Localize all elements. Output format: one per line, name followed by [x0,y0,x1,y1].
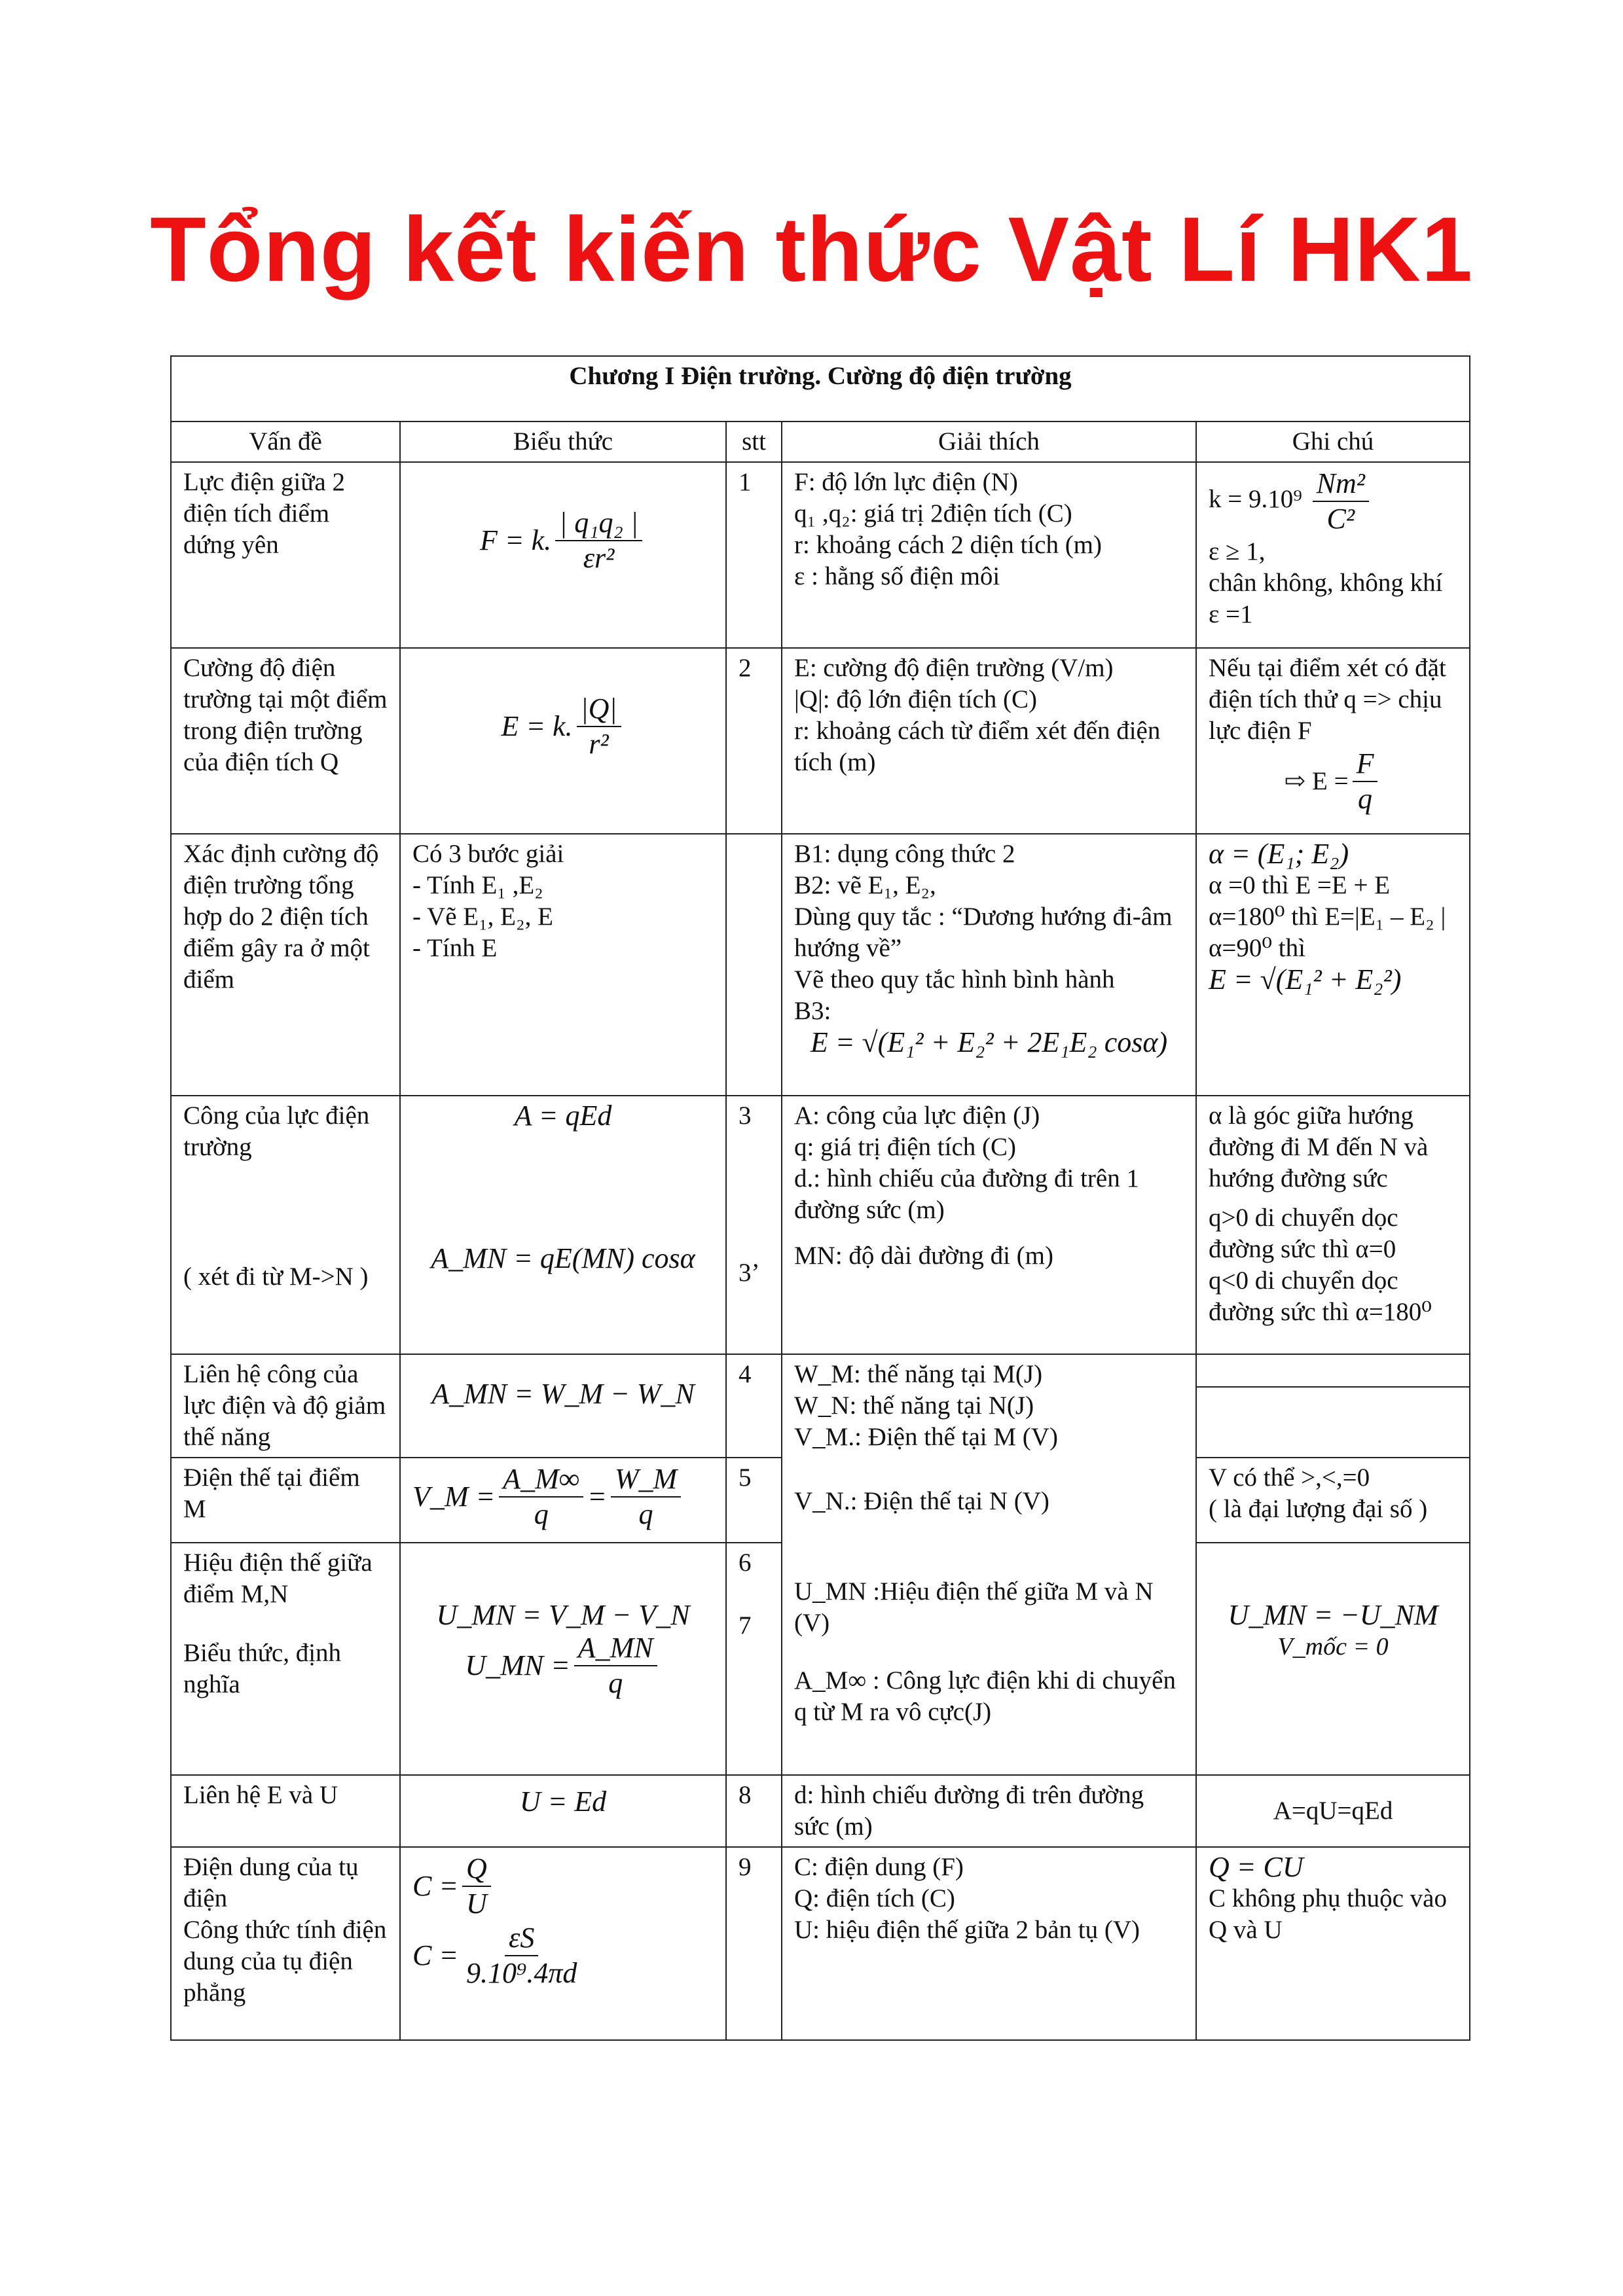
formula-numerator: |Q| [577,692,621,727]
topic-cell: Xác định cường độ điện trường tổng hợp do 2 điện tích điểm gây ra ở một điểm [171,834,400,1096]
explain-cell [782,648,1196,834]
stt-cell: 9 [726,1847,782,2040]
formula-1: U_MN = V_M − V_N [436,1599,690,1631]
topic-cell: Điện thế tại điểm M [171,1458,400,1543]
note-cell [1196,1543,1470,1775]
formula-cell [400,1458,726,1543]
note-line: α là góc giữa hướng đường đi M đến N và hướng đường sức [1209,1102,1429,1193]
formula-numerator-2: W_M [611,1462,681,1498]
header-explanation: Giải thích [782,422,1196,462]
explain-line: q: giá trị điện tích (C) [794,1133,1017,1161]
formula-numerator: | q₁q₂ | [555,506,642,541]
formula-cell [400,1543,726,1775]
stt-cell [726,1543,782,1775]
formula-denominator-2: q [638,1498,653,1530]
note-line: q>0 di chuyển dọc đường sức thì α=0 [1209,1204,1398,1263]
explain-line: Dùng quy tắc : “Dương hướng đi-âm hướng về” [794,903,1173,962]
explain-line: A: công của lực điện (J) [794,1102,1040,1130]
steps-line: - Vẽ E₁, E₂, E [412,903,553,931]
note-line: α=180⁰ thì E=|E₁ – E₂ | [1209,903,1446,931]
explain-line: d.: hình chiếu của đường đi trên 1 đường sức (m) [794,1164,1139,1224]
stt-1: 6 [739,1549,752,1577]
note-cell: A=qU=qEd [1196,1775,1470,1847]
stt-cell [726,1096,782,1354]
explain-line: U: hiệu điện thế giữa 2 bản tụ (V) [794,1916,1140,1944]
stt-cell: 2 [726,648,782,834]
explain-cell [782,462,1196,648]
explain-line: C: điện dung (F) [794,1853,964,1881]
explain-cell [782,1847,1196,2040]
note-text: C không phụ thuộc vào Q và U [1209,1884,1447,1944]
topic-text: Công của lực điện trường [183,1102,370,1161]
formula-denominator: q [534,1498,549,1530]
formula-left: U_MN = [465,1649,570,1681]
formula-cell [400,1354,726,1458]
formula-numerator-2: εS [505,1921,538,1956]
formula-equals: = [587,1480,607,1513]
formula-numerator: Q [462,1852,491,1887]
note-denominator: q [1358,783,1372,815]
note-formula-left: ⇨ E = [1284,767,1349,795]
formula-numerator: A_M∞ [499,1462,583,1498]
explain-line: Q: điện tích (C) [794,1884,955,1912]
topic-cell [171,1543,400,1775]
note-cell [1196,1096,1470,1354]
formula-cell [400,1775,726,1847]
topic-cell: Cường độ điện trường tại một điểm trong điện trường của điện tích Q [171,648,400,834]
formula-left: V_M = [412,1480,496,1513]
stt-2: 7 [739,1611,752,1640]
note-cell [1196,648,1470,834]
note-line: α = (E₁; E₂) [1209,838,1349,870]
formula-cell [400,648,726,834]
topic-text-2: ( xét đi từ M->N ) [183,1263,369,1291]
topic-cell: Liên hệ công của lực điện và độ giảm thế năng [171,1354,400,1458]
summary-table [170,355,1470,2041]
stt-cell: 1 [726,462,782,648]
note-cell [1196,1458,1470,1543]
topic-text: Điện dung của tụ điện [183,1853,359,1912]
note-line: α =0 thì E =E + E [1209,871,1391,899]
header-expression: Biểu thức [400,422,726,462]
topic-cell [171,1847,400,2040]
note-line: chân không, không khí ε =1 [1209,569,1443,628]
explain-line: B2: vẽ E₁, E₂, [794,871,936,899]
note-formula-2: V_mốc = 0 [1277,1633,1389,1660]
note-cell [1196,462,1470,648]
table-row [171,462,1470,648]
steps-cell [400,834,726,1096]
formula-denominator-2: 9.10⁹.4πd [466,1957,577,1989]
topic-text-2: Biểu thức, định nghĩa [183,1639,342,1698]
explain-cell [782,834,1196,1096]
formula-denominator: U [466,1888,487,1920]
table-row [171,648,1470,834]
topic-cell: Lực điện giữa 2 điện tích điểm dứng yên [171,462,400,648]
explain-line: B1: dụng công thức 2 [794,840,1015,868]
note-line: E = √(E₁² + E₂²) [1209,963,1402,996]
formula-left-2: C = [412,1939,459,1971]
header-topic: Vấn đề [171,422,400,462]
explain-line: E: cường độ điện trường (V/m) [794,654,1114,682]
note-line: q<0 di chuyển dọc đường sức thì α=180⁰ [1209,1266,1432,1326]
explain-line: r: khoảng cách 2 diện tích (m) [794,531,1102,559]
page-title: Tổng kết kiến thức Vật Lí HK1 [150,198,1473,300]
note-line: V có thể >,<,=0 [1209,1463,1370,1492]
explain-line: U_MN :Hiệu điện thế giữa M và N (V) [794,1577,1154,1637]
formula-1: A = qEd [514,1100,612,1132]
note-constant: k = 9.10⁹ [1209,484,1302,513]
formula-denominator: εr² [583,542,615,574]
topic-cell: Liên hệ E và U [171,1775,400,1847]
note-cell [1196,1847,1470,2040]
steps-line: - Tính E₁ ,E₂ [412,871,543,899]
note-text: Nếu tại điểm xét có đặt điện tích thử q => chịu lực điện F [1209,654,1446,745]
explain-line: Vẽ theo quy tắc hình bình hành [794,965,1115,994]
stt-cell [726,834,782,1096]
steps-line: - Tính E [412,934,498,962]
formula-denominator: q [608,1667,623,1699]
steps-line: Có 3 bước giải [412,840,564,868]
formula-2: A_MN = qE(MN) cosα [431,1242,695,1274]
header-stt: stt [726,422,782,462]
table-header-row [171,422,1470,462]
formula-cell [400,1096,726,1354]
table-row [171,1096,1470,1354]
formula: U = Ed [519,1785,607,1818]
note-cell [1196,834,1470,1096]
formula-left: E = k. [501,710,573,742]
explain-line: B3: [794,997,831,1025]
formula-denominator: r² [589,728,609,760]
table-row [171,1354,1470,1458]
formula-left: C = [412,1870,459,1902]
formula-cell [400,1847,726,2040]
explain-line: W_M: thế năng tại M(J) [794,1360,1043,1388]
table-row [171,1847,1470,2040]
explain-line: V_N.: Điện thế tại N (V) [794,1487,1049,1515]
table-row [171,1775,1470,1847]
explain-line: MN: độ dài đường đi (m) [794,1242,1053,1270]
header-note: Ghi chú [1196,422,1470,462]
explain-line: V_M.: Điện thế tại M (V) [794,1423,1058,1451]
formula-numerator: A_MN [574,1631,657,1666]
topic-cell [171,1096,400,1354]
formula: A_MN = W_M − W_N [431,1378,695,1410]
note-formula-1: U_MN = −U_NM [1228,1599,1438,1631]
note-denominator: C² [1326,503,1355,535]
topic-text-2: Công thức tính điện dung của tụ điện phẳng [183,1916,387,2007]
note-line: ε ≥ 1, [1209,537,1266,565]
table-row [171,834,1470,1096]
explain-line: |Q|: độ lớn điện tích (C) [794,685,1037,713]
explain-cell [782,1096,1196,1354]
note-line: ( là đại lượng đại số ) [1209,1495,1428,1523]
explain-cell: d: hình chiếu đường đi trên đường sức (m) [782,1775,1196,1847]
stt-cell: 5 [726,1458,782,1543]
formula-left: F = k. [480,524,552,556]
stt-cell: 8 [726,1775,782,1847]
explain-line: q₁ ,q₂: giá trị 2điện tích (C) [794,499,1072,528]
stt-cell: 4 [726,1354,782,1458]
explain-line: A_M∞ : Công lực điện khi di chuyển q từ M ra vô cực(J) [794,1666,1176,1726]
note-numerator: Nm² [1313,467,1369,502]
explain-line: ε : hằng số điện môi [794,562,1000,590]
merged-explain-cell [782,1354,1196,1775]
explain-line: r: khoảng cách từ điểm xét đến điện tích (m) [794,717,1161,776]
stt-2: 3’ [739,1259,760,1287]
chapter-heading: Chương I Điện trường. Cường độ điện trường [171,356,1470,422]
explain-formula: E = √(E₁² + E₂² + 2E₁E₂ cosα) [810,1026,1168,1058]
note-numerator: F [1353,747,1378,782]
explain-line: W_N: thế năng tại N(J) [794,1391,1034,1420]
formula-cell [400,462,726,648]
topic-text: Hiệu điện thế giữa điểm M,N [183,1549,373,1608]
note-line: α=90⁰ thì [1209,934,1305,962]
explain-line: F: độ lớn lực điện (N) [794,468,1018,496]
note-cell [1196,1354,1470,1458]
note-formula: Q = CU [1209,1851,1304,1883]
stt-1: 3 [739,1102,752,1130]
note-divider [1197,1386,1469,1388]
